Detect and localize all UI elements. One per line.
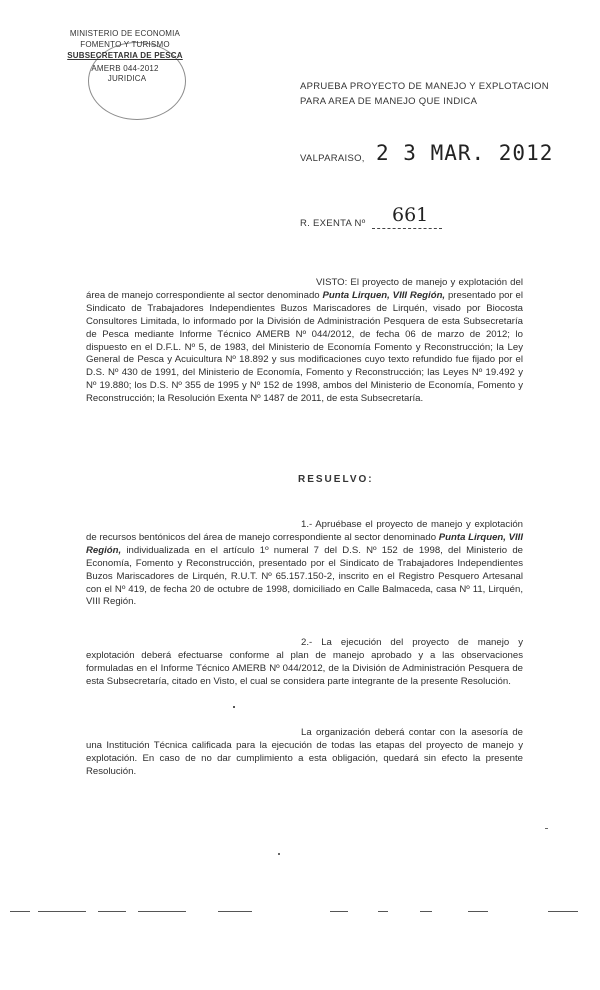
scan-line (38, 911, 86, 912)
stamp-line-subsecretaria: SUBSECRETARIA DE PESCA (67, 51, 183, 60)
stamp-line-fomento: FOMENTO Y TURISMO (80, 40, 170, 49)
scan-line (98, 911, 126, 912)
visto-rest: presentado por el Sindicato de Trabajadores Independientes Buzos Mariscadores de Lirquén, visado por Biocosta Consultores Limitada, lo informado por la División de Administración Pesquera de esta Subsecretaría de Pesca mediante Informe Técnico AMERB Nº 044/2012, de fecha 06 de marzo de 2012; lo dispuesto en el D.F.L. Nº 5, de 1983, del Ministerio de Economía Fomento y Reconstrucción; la Ley General de Pesca y Acuicultura Nº 18.892 y sus modificaciones cuyo texto refundido fue fijado por el D.S. Nº 430 de 1991, del Ministerio de Economía, Fomento y Reconstrucción; las Leyes Nº 19.492 y Nº 19.880; los D.S. Nº 355 de 1995 y Nº 152 de 1998, ambos del Ministerio de Economía, Fomento y Reconstrucción; la Resolución Exenta Nº 1487 de 2011, de esta Subsecretaría. (86, 289, 523, 405)
resolution-number: 661 (392, 204, 429, 226)
scan-line (420, 911, 432, 912)
date-stamp: 2 3 MAR. 2012 (376, 141, 554, 165)
resolution-point-1 (86, 519, 523, 609)
resolution-point-2: 2.- La ejecución del proyecto de manejo y explotación deberá efectuarse conforme al plan de manejo aprobado y a las observaciones formuladas en el Informe Técnico AMERB Nº 044/2012, de la División de Administración Pesquera de esta Subsecretaría, citado en Visto, el cual se considera parte integrante de la presente Resolución. (86, 637, 523, 687)
point1-lead: 1.- Apruébase el proyecto de manejo y explotación de recursos bentónicos del área de manejo correspondiente al sector denominado (86, 519, 523, 543)
stamp-line-juridica: JURIDICA (107, 74, 147, 83)
visto-paragraph (86, 277, 523, 406)
point1-rest: individualizada en el artículo 1º numeral 7 del D.S. Nº 152 de 1998, del Ministerio de Economía, Fomento y Reconstrucción, presentado por el Sindicato de Trabajadores Independientes Buzos Mariscadores de Lirquén, R.U.T. Nº 65.157.150-2, inscrito en el Registro Pesquero Artesanal con el Nº 419, de fecha 20 de octubre de 1998, domiciliado en Calle Balmaceda, casa Nº 11, Lirquén, VIII Región. (86, 544, 523, 608)
scan-dot (278, 853, 280, 855)
visto-lead: VISTO: El proyecto de manejo y explotación del área de manejo correspondiente al sector denominado (86, 277, 523, 301)
stamp-line-amerb: AMERB 044-2012 (91, 64, 159, 73)
subject-line-1: APRUEBA PROYECTO DE MANEJO Y EXPLOTACION (300, 81, 549, 92)
resolution-number-line (372, 228, 442, 229)
scan-line (378, 911, 388, 912)
scan-line (330, 911, 348, 912)
scan-line (218, 911, 252, 912)
resolution-point-3: La organización deberá contar con la asesoría de una Institución Técnica calificada para la ejecución de todas las etapas del proyecto de manejo y explotación. En caso de no dar cumplimiento a esta obligación, quedará sin efecto la presente Resolución. (86, 727, 523, 777)
subject-line-2: PARA AREA DE MANEJO QUE INDICA (300, 96, 478, 107)
scan-line (468, 911, 488, 912)
visto-sector: Punta Lirquen, VIII Región, (322, 289, 446, 301)
scan-line (138, 911, 186, 912)
scan-line (548, 911, 578, 912)
scan-dot (233, 706, 235, 708)
scan-line (10, 911, 30, 912)
point1-sector: Punta Lirquen, VIII Región, (86, 531, 524, 556)
resolution-label: R. EXENTA Nº (300, 218, 366, 229)
scan-dot (545, 828, 548, 829)
resuelvo-heading: RESUELVO: (298, 474, 374, 485)
place-label: VALPARAISO, (300, 153, 365, 164)
stamp-line-ministry: MINISTERIO DE ECONOMIA (69, 29, 181, 38)
